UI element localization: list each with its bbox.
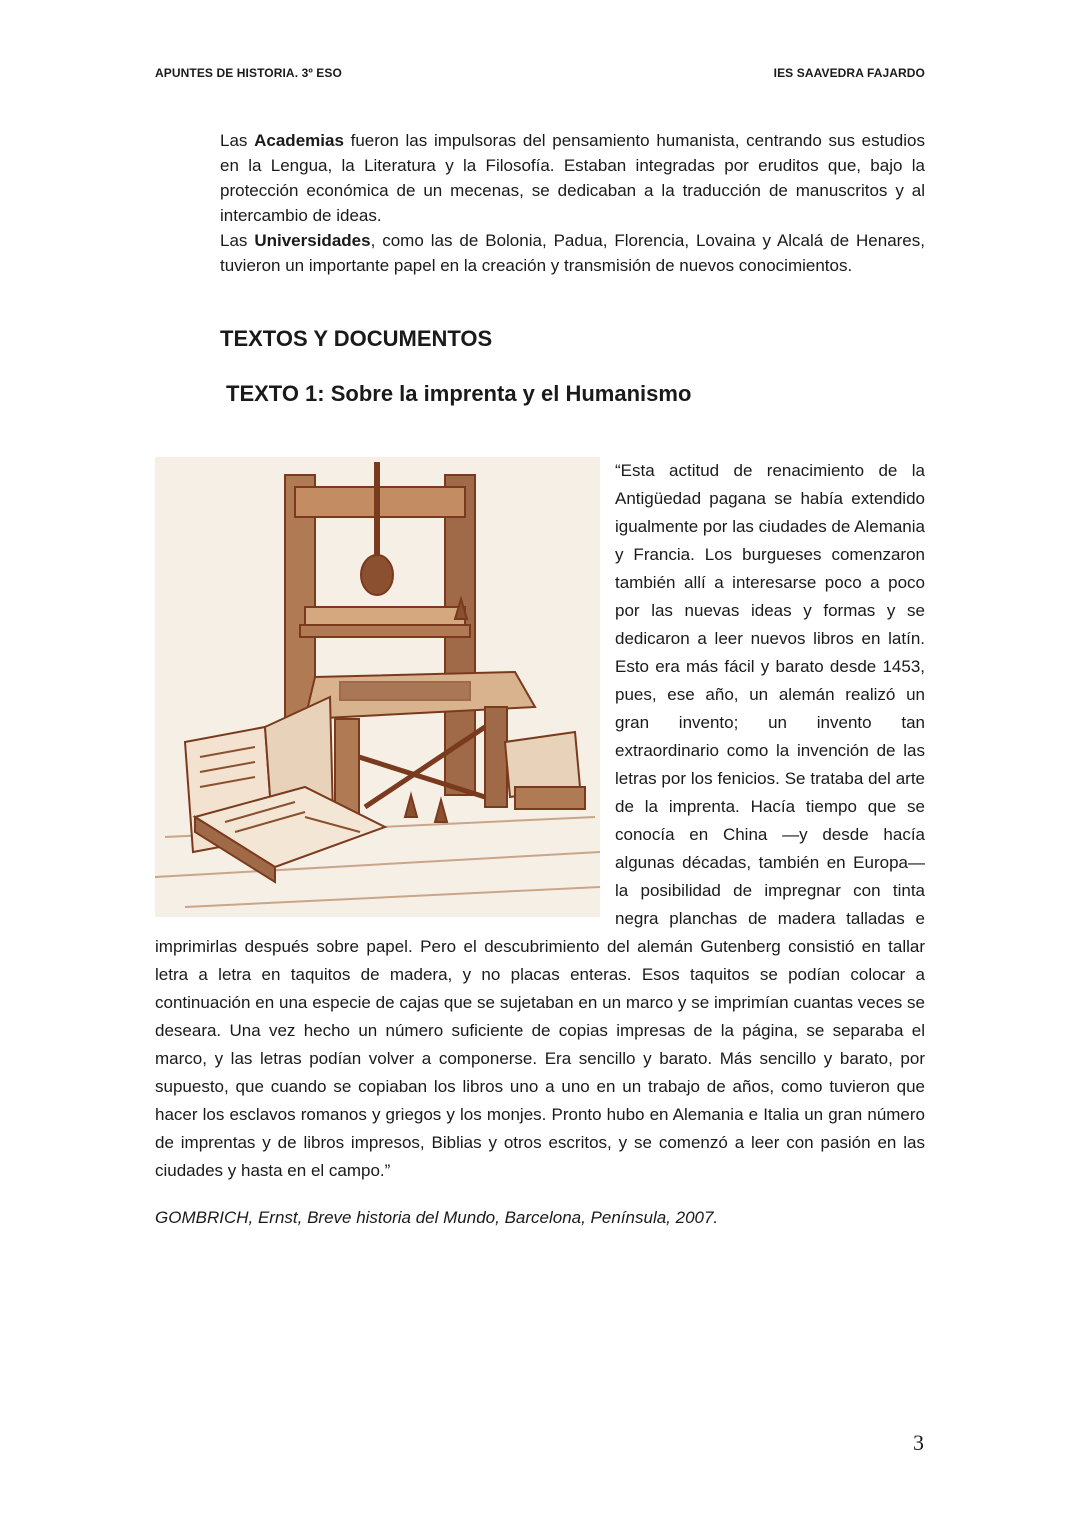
section-title: TEXTOS Y DOCUMENTOS [220, 326, 493, 351]
header-school: IES SAAVEDRA FAJARDO [773, 66, 925, 80]
term-universidades: Universidades [254, 231, 371, 250]
intro-text [220, 128, 925, 278]
printing-press-illustration [155, 457, 600, 917]
paragraph-universidades [220, 228, 925, 278]
term-academias: Academias [254, 131, 344, 150]
page-number: 3 [913, 1430, 924, 1455]
text-run: Las [220, 131, 255, 150]
printing-press-icon [155, 457, 600, 917]
quote-text: “Esta actitud de renacimiento de la Antigüedad pagana se había extendido igualmente por las ciudades de Alemania y Francia. Los burgueses comenzaron también allí a interesarse poco a poco por las nuevas ideas y formas y se dedicaron a leer nuevos libros en latín. Esto era más fácil y barato desde 1453, pues, ese año, un alemán realizó un gran invento; un invento tan extraordinario como la invención de las letras por los fenicios. Se trataba del arte de la imprenta. Hacía tiempo que se conocía en China —y desde hacía algunas décadas, también en Europa— la posibilidad de impregnar con tinta negra planchas de madera talladas e imprimirlas después sobre papel. Pero el descubrimiento del alemán Gutenberg consistió en tallar letra a letra en taquitos de madera, y no placas enteras. Esos taquitos se podían colocar a continuación en una especie de cajas que se sujetaban en un marco y se imprimían cuantas veces se deseara. Una vez hecho un número suficiente de copias impresas de la página, se separaba el marco, y las letras podían volver a componerse. Era sencillo y barato. Más sencillo y barato, por supuesto, que cuando se copiaban los libros uno a uno en un trabajo de años, como tuvieron que hacer los esclavos romanos y griegos y los monjes. Pronto hubo en Alemania e Italia un gran número de imprentas y de libros impresos, Biblias y otros escritos, y se comenzó a leer con pasión en las ciudades y hasta en el campo.” [155, 461, 925, 1180]
text-title: TEXTO 1: Sobre la imprenta y el Humanismo [226, 381, 692, 406]
text-run: fueron las impulsoras del pensamiento humanista, centrando sus estudios en la Lengua, la Literatura y la Filosofía. Estaban integradas por eruditos que, bajo la protección económica de un mecenas, se dedicaban a la traducción de manuscritos y al intercambio de ideas. [220, 131, 925, 225]
text-run: Las [220, 231, 255, 250]
text-run: , como las de Bolonia, Padua, Florencia, Lovaina y Alcalá de Henares, tuvieron un importante papel en la creación y transmisión de nuevos conocimientos. [220, 231, 925, 275]
quote-block [155, 457, 925, 1185]
paragraph-academias [220, 128, 925, 228]
header-course: APUNTES DE HISTORIA. 3º ESO [155, 66, 342, 80]
citation: GOMBRICH, Ernst, Breve historia del Mundo, Barcelona, Península, 2007. [155, 1208, 719, 1227]
